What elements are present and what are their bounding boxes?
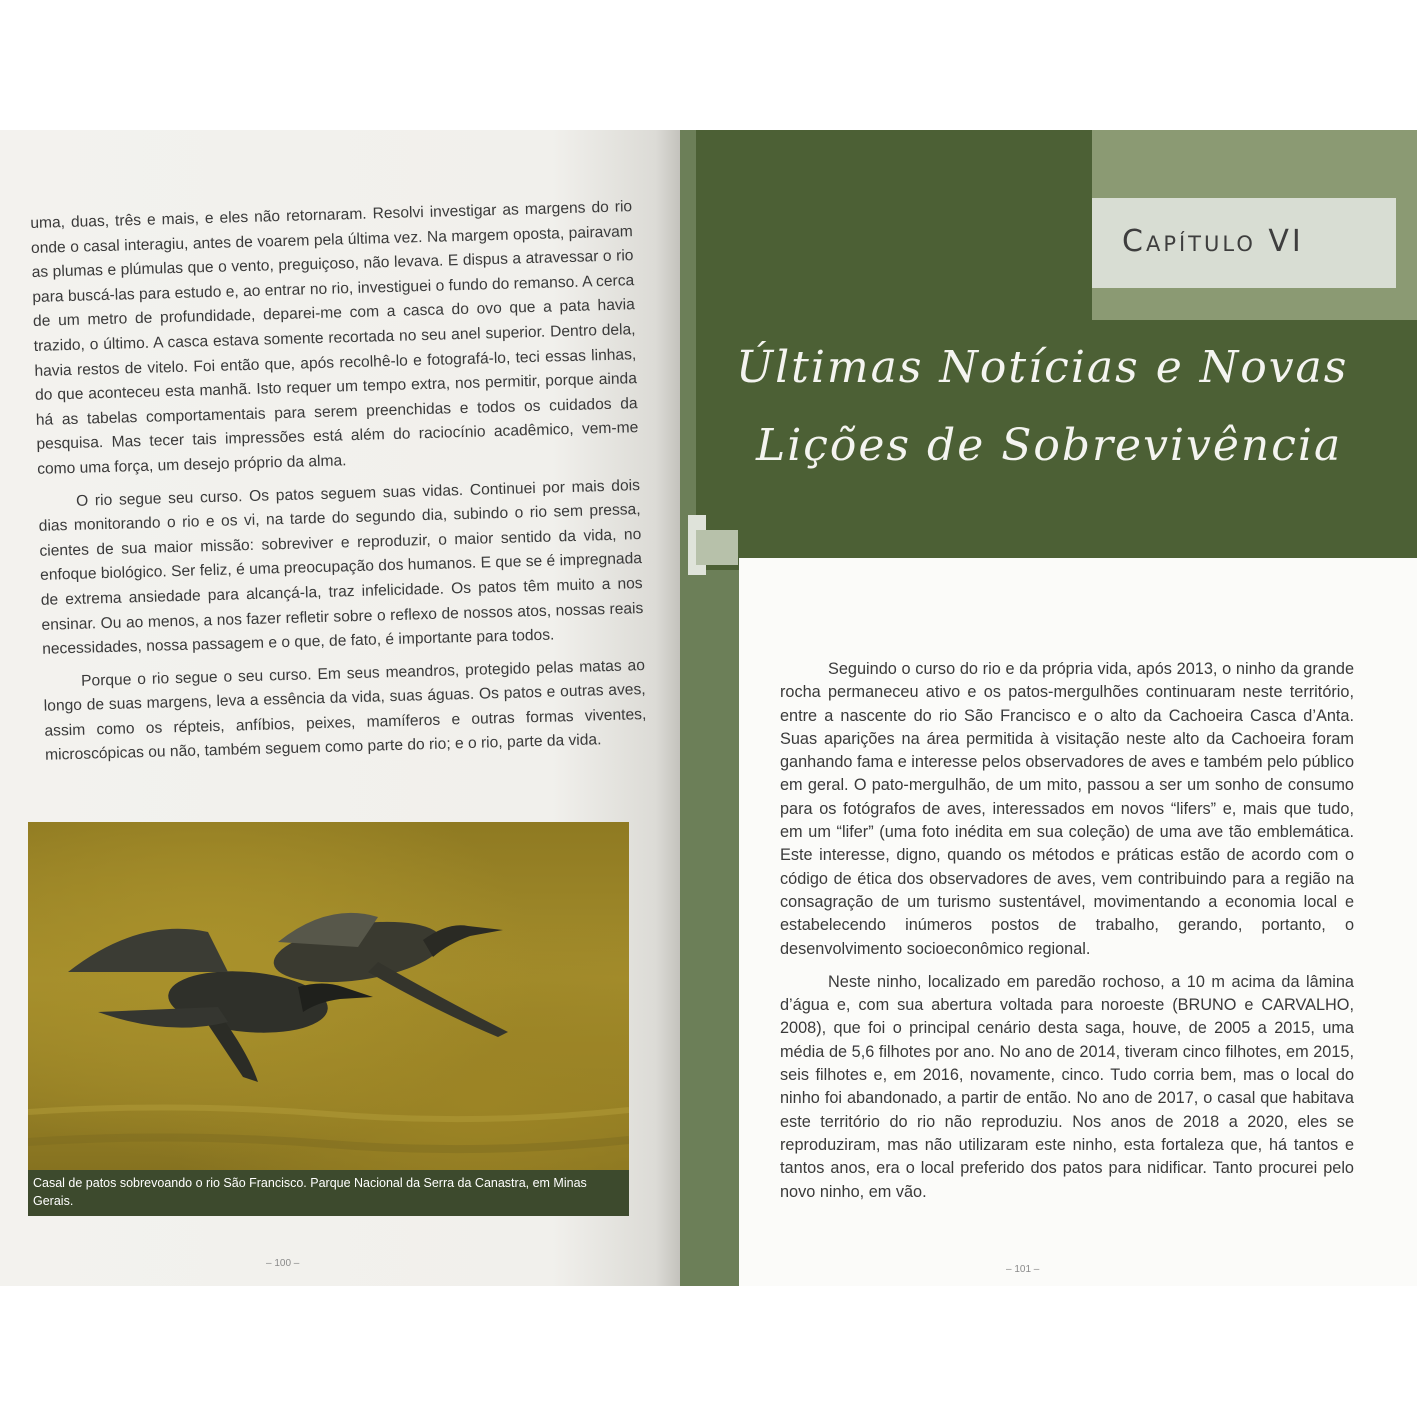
page-number-right: – 101 – (1006, 1264, 1040, 1275)
left-paragraph: uma, duas, três e mais, e eles não retornaram. Resolvi investigar as margens do rio onde o casal interagiu, antes de voarem pela última vez. Na margem oposta, pairavam as plumas e plúmulas que o vento, preguiçoso, não levava. E dispus a atravessar o rio para buscá-las para estudo e, ao entrar no rio, investiguei o fundo do remanso. A cerca de um metro de profundidade, deparei-me com a casca do ovo que a pata havia trazido, o último. A casca estava somente recortada no seu anel superior. Dentro dela, havia restos de vitelo. Foi então que, após recolhê-lo e fotografá-lo, teci essas linhas, do que aconteceu esta manhã. Isto requer um tempo extra, nos permitir, porque ainda há as tabelas comportamentais para serem preenchidas e todos os cuidados da pesquisa. Mas tecer tais impressões está além do raciocínio acadêmico, vem-me como uma força, um desejo próprio da alma. (30, 198, 639, 478)
chapter-title-line-1: Últimas Notícias e Novas (736, 342, 1349, 393)
decorative-tab (696, 530, 738, 565)
page-number-left: – 100 – (266, 1258, 300, 1269)
photo-caption: Casal de patos sobrevoando o rio São Francisco. Parque Nacional da Serra da Canastra, em Minas Gerais. (33, 1176, 587, 1208)
duck-photo (28, 822, 629, 1216)
left-paragraph: O rio segue seu curso. Os patos seguem suas vidas. Continuei por mais dois dias monitorando o rio e os vi, na tarde do segundo dia, subindo o rio sem pressa, cientes de sua maior missão: sobreviver e reproduzir, o maior sentido da vida, no enfoque biológico. Ser feliz, é uma preocupação dos humanos. E que se é impregnada de extrema ansiedade para alcançá-la, traz infelicidade. Os patos têm muito a nos ensinar. Ou ao menos, a nos fazer refletir sobre o reflexo de nossos atos, nossas reais necessidades, nossa passagem e o que, de fato, é importante para todos. (38, 476, 644, 658)
right-paragraph: Neste ninho, localizado em paredão rochoso, a 10 m acima da lâmina d’água e, com sua abertura voltada para noroeste (BRUNO e CARVALHO, 2008), que foi o principal cenário desta saga, houve, de 2005 a 2015, uma média de 5,6 filhotes por ano. No ano de 2014, tiveram cinco filhotes, em 2015, seis filhotes e, em 2016, novamente, cinco. Tudo corria bem, mas o local do ninho foi abandonado, a partir de então. No ano de 2017, o casal que habitava este território do rio não reproduziu. Nos anos de 2018 a 2020, eles se reproduziram, mas não utilizaram este ninho, esta fortaleza que, há tantos e tantos anos, era o local preferido dos patos para nidificar. Tanto procurei pelo novo ninho, em vão. (780, 972, 1354, 1201)
left-page (0, 130, 690, 1286)
left-body-text (30, 195, 648, 777)
right-paragraph: Seguindo o curso do rio e da própria vida, após 2013, o ninho da grande rocha permaneceu ativo e os patos-mergulhões continuaram neste território, entre a nascente do rio São Francisco e o alto da Cachoeira Casca d’Anta. Suas aparições na área permitida à visitação neste alto da Cachoeira foram ganhando fama e interesse pelos observadores de aves e também pelo público em geral. O pato-mergulhão, de um mito, passou a ser um sonho de consumo para os fotógrafos de aves, interessados em novos “lifers” e, mais que tudo, em um “lifer” (uma foto inédita em sua coleção) de uma ave tão emblemática. Este interesse, digno, quando os métodos e práticas estão de acordo com o código de ética dos observadores de aves, vem contribuindo para a região na consagração de um turismo sustentável, movimentando a economia local e estabelecendo inúmeros postos de trabalho, gerando, portanto, o desenvolvimento socioeconômico regional. (780, 660, 1354, 958)
left-paragraph: Porque o rio segue o seu curso. Em seus meandros, protegido pelas matas ao longo de suas margens, leva a essência da vida, suas águas. Os patos e outras aves, assim como os répteis, anfíbios, peixes, mamíferos e outras formas viventes, microscópicas ou não, também seguem como parte do rio; e o rio, parte da vida. (43, 656, 647, 765)
open-book (0, 130, 1417, 1286)
chapter-label: Capítulo VI (1122, 224, 1304, 259)
chapter-box (1092, 198, 1396, 288)
flying-ducks-illustration (28, 822, 629, 1216)
right-body-text (780, 658, 1354, 1214)
chapter-title-line-2: Lições de Sobrevivência (756, 420, 1343, 471)
caption-bar (28, 1170, 629, 1216)
